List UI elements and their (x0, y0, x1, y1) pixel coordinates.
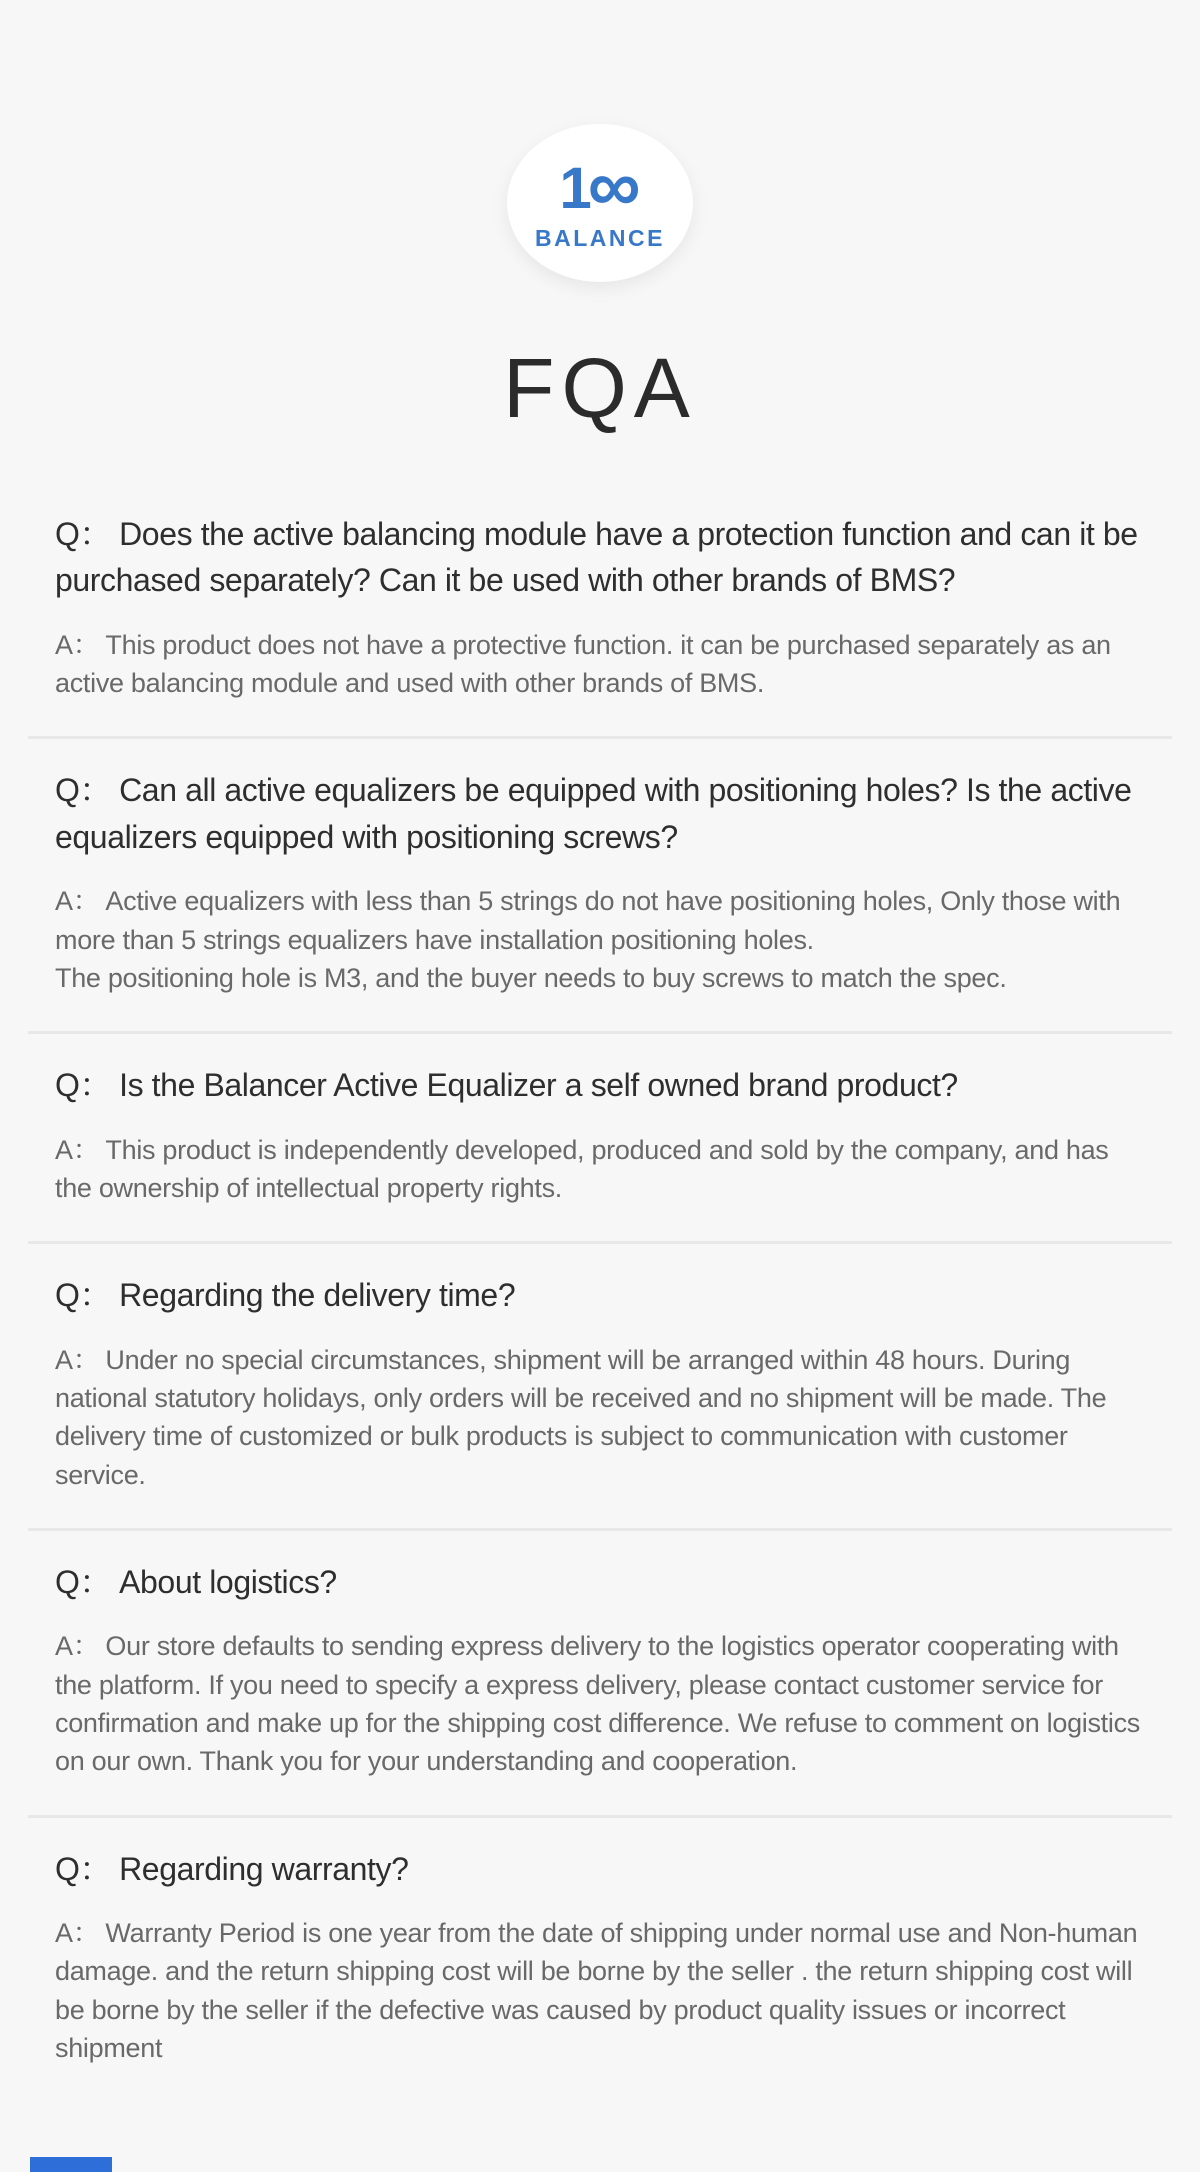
faq-answer (55, 882, 1145, 997)
next-section-peek (30, 2157, 112, 2172)
question-label: Q： (55, 1067, 112, 1104)
answer-label: A： (55, 1631, 100, 1662)
question-text: Is the Balancer Active Equalizer a self owned brand product? (119, 1067, 958, 1104)
brand-number: 1 (559, 155, 590, 221)
brand-100-infinity-icon (559, 143, 641, 227)
faq-item (0, 1531, 1200, 1815)
answer-label: A： (55, 1918, 100, 1949)
question-text: Regarding the delivery time? (119, 1277, 516, 1314)
faq-question (55, 1846, 1145, 1892)
answer-label: A： (55, 629, 100, 660)
faq-item (0, 483, 1200, 736)
answer-text: Warranty Period is one year from the date of shipping under normal use and Non-human damage. and the return shipping cost will be borne by the seller . the return shipping cost will be borne by the seller if the defective was caused by product quality issues or incorrect shipment (55, 1918, 1138, 2064)
answer-label: A： (55, 886, 100, 917)
answer-text: This product is independently developed, produced and sold by the company, and has the ownership of intellectual property rights. (55, 1134, 1109, 1203)
answer-text: This product does not have a protective function. it can be purchased separately as an active balancing module and used with other brands of BMS. (55, 629, 1111, 699)
answer-text: Under no special circumstances, shipment will be arranged within 48 hours. During national statutory holidays, only orders will be received and no shipment will be made. The delivery time of customized or bulk products is subject to communication with customer service. (55, 1344, 1107, 1490)
faq-question (55, 1062, 1145, 1108)
question-label: Q： (55, 516, 112, 552)
brand-name: BALANCE (535, 224, 665, 251)
question-label: Q： (55, 1850, 112, 1887)
faq-item (0, 1244, 1200, 1528)
faq-answer (55, 1131, 1145, 1208)
faq-answer (55, 1341, 1145, 1494)
question-text: Can all active equalizers be equipped with positioning holes? Is the active equalizers equipped with positioning screws? (55, 772, 1132, 855)
faq-question (55, 511, 1145, 604)
answer-text: Our store defaults to sending express delivery to the logistics operator cooperating with the platform. If you need to specify a express delivery, please contact customer service for confirmation and make up for the shipping cost difference. We refuse to comment on logistics on our own. Thank you for your understanding and cooperation. (55, 1631, 1140, 1777)
faq-question (55, 767, 1145, 860)
answer-label: A： (55, 1134, 100, 1165)
faq-answer (55, 1627, 1145, 1780)
faq-item (0, 1818, 1200, 2102)
brand-logo (0, 0, 1200, 282)
faq-question (55, 1272, 1145, 1318)
question-text: Does the active balancing module have a protection function and can it be purchased separately? Can it be used with other brands of BMS? (55, 516, 1138, 599)
brand-logo-ellipse (507, 124, 693, 282)
infinity-icon: ∞ (587, 143, 641, 227)
faq-answer (55, 1914, 1145, 2067)
answer-label: A： (55, 1344, 100, 1375)
question-label: Q： (55, 1277, 112, 1314)
question-text: About logistics? (119, 1563, 337, 1600)
faq-list (0, 483, 1200, 2101)
faq-item (0, 1034, 1200, 1241)
faq-item (0, 739, 1200, 1031)
faq-question (55, 1559, 1145, 1605)
question-label: Q： (55, 772, 112, 809)
page-title: FQA (503, 341, 697, 435)
answer-text: Active equalizers with less than 5 strings do not have positioning holes, Only those with more than 5 strings equalizers have installation positioning holes. The positioning hole is M3, and the buyer needs to buy screws to match the spec. (55, 886, 1121, 993)
question-label: Q： (55, 1563, 112, 1600)
question-text: Regarding warranty? (119, 1850, 409, 1887)
faq-answer (55, 626, 1145, 703)
